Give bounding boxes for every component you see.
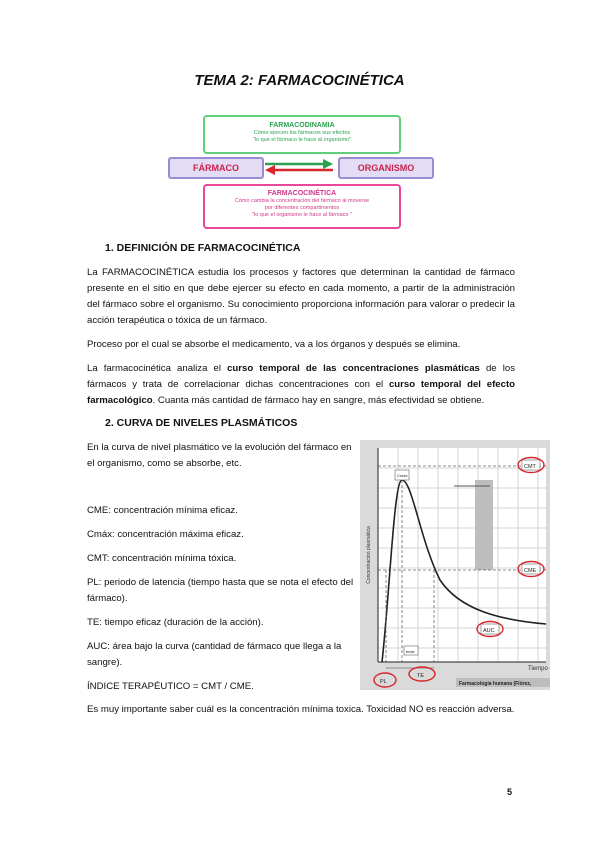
- section2-intro: En la curva de nivel plasmático ve la evolución del fármaco en el organismo, como se absorbe, etc.: [87, 442, 352, 469]
- section1-heading: 1. DEFINICIÓN DE FARMACOCINÉTICA: [105, 242, 301, 254]
- tmax-label: tmáx: [406, 649, 415, 654]
- page-title: TEMA 2: FARMACOCINÉTICA: [194, 72, 405, 89]
- cmax-label: Cmáx: [397, 473, 408, 478]
- page-number: 5: [507, 787, 513, 797]
- section1-paragraph2: Proceso por el cual se absorbe el medicamento, va a los órganos y después se elimina.: [87, 339, 461, 350]
- farmaco-box: FÁRMACO: [168, 157, 264, 179]
- plasma-curve-svg: [360, 440, 550, 690]
- figure-source: Farmacología humana (Flórez,: [459, 681, 532, 687]
- farmacodinamia-line2: "lo que el fármaco le hace al organismo": [252, 137, 352, 143]
- indice-terapeutico: ÍNDICE TERAPÉUTICO = CMT / CME.: [87, 681, 254, 692]
- farmacocinetica-box: [203, 184, 401, 229]
- auc-chart-label: AUC: [483, 628, 495, 634]
- y-axis-label: Concentración plasmática: [366, 526, 372, 584]
- farmacocinetica-line2: por diferentes compartimentos: [264, 205, 340, 211]
- shaded-band: [475, 480, 493, 570]
- cmt-chart-label: CMT: [524, 464, 536, 470]
- section1-paragraph1: La FARMACOCINÉTICA estudia los procesos y factores que determinan la cantidad de fármaco presente en el sitio en que debe ejercer su efecto en cada momento, a partir de la administración del fármaco sobre el organismo. Su conocimiento proporciona información para valorar o predecir la acción terapéutica o tóxica de un fármaco.: [87, 267, 515, 326]
- pl-chart-label: PL: [380, 679, 387, 685]
- section1-paragraph3: [87, 361, 515, 409]
- plasma-level-curve-figure: [360, 440, 550, 690]
- p3-part-e: . Cuanta más cantidad de fármaco hay en sangre, más efectividad se obtiene.: [152, 395, 485, 406]
- te-chart-label: TE: [417, 673, 425, 679]
- cmt-definition: CMT: concentración mínima tóxica.: [87, 553, 237, 564]
- pharmacology-diagram: [167, 112, 435, 230]
- farmacocinetica-title: FARMACOCINÉTICA: [267, 190, 337, 197]
- organismo-box: ORGANISMO: [338, 157, 434, 179]
- x-axis-label: Tiempo: [528, 666, 548, 672]
- section2-heading: 2. CURVA DE NIVELES PLASMÁTICOS: [105, 417, 298, 429]
- cme-chart-label: CME: [524, 568, 537, 574]
- te-definition: TE: tiempo eficaz (duración de la acción).: [87, 617, 264, 628]
- farmacodinamia-line1: Cómo ejercen los fármacos sus efectos: [253, 130, 351, 136]
- cmax-definition: Cmáx: concentración máxima eficaz.: [87, 529, 244, 540]
- cme-definition: CME: concentración mínima eficaz.: [87, 505, 238, 516]
- p3-bold-concentraciones: curso temporal de las concentraciones plasmáticas: [227, 363, 480, 374]
- farmacocinetica-line3: "lo que el organismo le hace al fármaco ": [252, 212, 352, 218]
- farmacocinetica-line1: Cómo cambia la concentración del fármaco al moverse: [234, 198, 370, 204]
- p3-part-a: La farmacocinética analiza el: [87, 363, 228, 374]
- section2-final: Es muy importante saber cuál es la concentración mínima toxica. Toxicidad NO es reacción adversa.: [87, 704, 515, 715]
- p3-bold-efecto: curso temporal del efecto farmacológico: [87, 379, 515, 406]
- farmacodinamia-box: [203, 115, 401, 154]
- p3-part-c: de los fármacos y trata de correlacionar dichas concentraciones con el: [87, 363, 515, 390]
- bidirectional-arrows-icon: [263, 159, 335, 175]
- pl-definition: PL: periodo de latencia (tiempo hasta que se nota el efecto del fármaco).: [87, 577, 354, 604]
- farmacodinamia-title: FARMACODINAMIA: [269, 122, 335, 129]
- auc-definition: AUC: área bajo la curva (cantidad de fármaco que llega a la sangre).: [87, 641, 342, 668]
